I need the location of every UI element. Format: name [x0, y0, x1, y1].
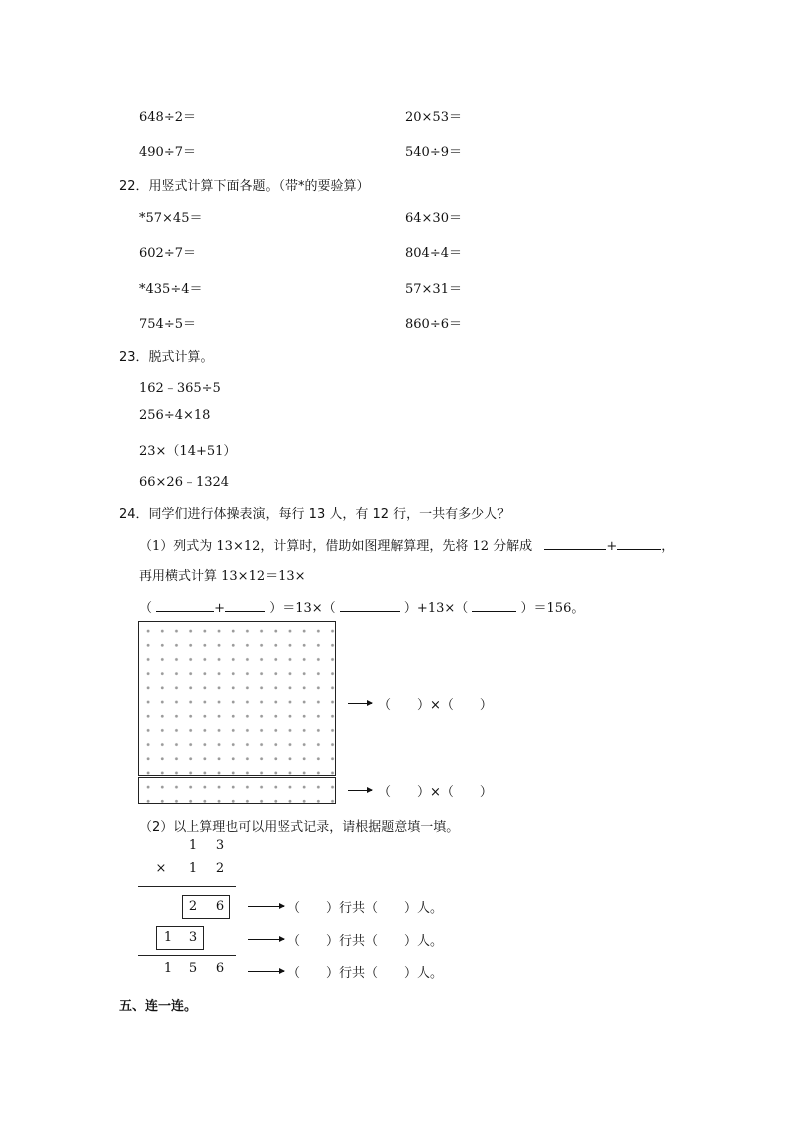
plus-sign: + — [606, 539, 618, 554]
dot-grid-bottom — [138, 777, 336, 804]
digit: 6 — [215, 961, 225, 976]
q23-item-1: 162﹣365÷5 — [139, 381, 221, 396]
q22-left-3: *435÷4＝ — [139, 282, 203, 297]
q23-item-3: 23×（14+51） — [139, 444, 237, 459]
answer-blank[interactable] — [340, 599, 400, 612]
q24-part1-line3 — [139, 597, 584, 616]
digit: 3 — [188, 930, 198, 945]
figure-label-top: （ ）×（ ） — [378, 698, 493, 713]
expr-right-2: 540÷9＝ — [405, 145, 462, 160]
q24-part2: （2）以上算理也可以用竖式记录，请根据题意填一填。 — [139, 820, 460, 835]
digit: 1 — [188, 838, 198, 853]
digit: 1 — [163, 961, 173, 976]
q22-left-1: *57×45＝ — [139, 211, 203, 226]
q24-part1-line2: 再用横式计算 13×12＝13× — [139, 569, 306, 584]
q22-right-2: 804÷4＝ — [405, 246, 462, 261]
digit: 2 — [215, 861, 225, 876]
answer-blank[interactable] — [617, 537, 661, 550]
equation-part: ）＝156。 — [520, 601, 585, 616]
arrow-icon — [348, 790, 372, 791]
q23-item-2: 256÷4×18 — [139, 408, 211, 423]
q22-heading: 22．用竖式计算下面各题。（带*的要验算） — [119, 179, 370, 194]
section5-heading: 五、连一连。 — [119, 999, 198, 1014]
digit: 1 — [163, 930, 173, 945]
dot-grid-top — [138, 621, 336, 776]
digit: 1 — [188, 861, 198, 876]
expr-right-1: 20×53＝ — [405, 110, 462, 125]
answer-blank[interactable] — [472, 599, 516, 612]
answer-blank[interactable] — [225, 599, 265, 612]
arrow-icon — [248, 939, 284, 940]
arrow-icon — [248, 906, 284, 907]
figure-label-bottom: （ ）×（ ） — [378, 785, 493, 800]
digit: 3 — [215, 838, 225, 853]
q22-right-1: 64×30＝ — [405, 211, 462, 226]
digit: 6 — [215, 899, 225, 914]
plus-sign: + — [214, 601, 226, 616]
equation-part: ）+13×（ — [403, 601, 469, 616]
answer-blank[interactable] — [156, 599, 214, 612]
q22-left-4: 754÷5＝ — [139, 317, 196, 332]
vertical-label-2: （ ）行共（ ）人。 — [287, 934, 444, 949]
q22-right-4: 860÷6＝ — [405, 317, 462, 332]
q23-item-4: 66×26﹣1324 — [139, 475, 230, 490]
arrow-icon — [248, 971, 284, 972]
comma: ， — [661, 539, 675, 554]
paren-open: （ — [139, 601, 153, 616]
times-sign: × — [155, 861, 167, 876]
q22-right-3: 57×31＝ — [405, 282, 462, 297]
digit: 5 — [188, 961, 198, 976]
vertical-label-1: （ ）行共（ ）人。 — [287, 901, 444, 916]
equation-part: ）＝13×（ — [269, 601, 336, 616]
answer-blank[interactable] — [544, 537, 606, 550]
expr-left-2: 490÷7＝ — [139, 145, 196, 160]
q24-part1-line1 — [139, 535, 674, 554]
digit: 2 — [188, 899, 198, 914]
rule-line — [138, 886, 236, 887]
q22-left-2: 602÷7＝ — [139, 246, 196, 261]
expr-left-1: 648÷2＝ — [139, 110, 196, 125]
q24-part1-text: （1）列式为 13×12，计算时，借助如图理解算理，先将 12 分解成 — [139, 539, 533, 554]
vertical-label-3: （ ）行共（ ）人。 — [287, 966, 444, 981]
arrow-icon — [348, 703, 372, 704]
q23-heading: 23．脱式计算。 — [119, 350, 214, 365]
q24-heading: 24．同学们进行体操表演，每行 13 人，有 12 行，一共有多少人？ — [119, 507, 511, 522]
rule-line — [138, 955, 236, 956]
